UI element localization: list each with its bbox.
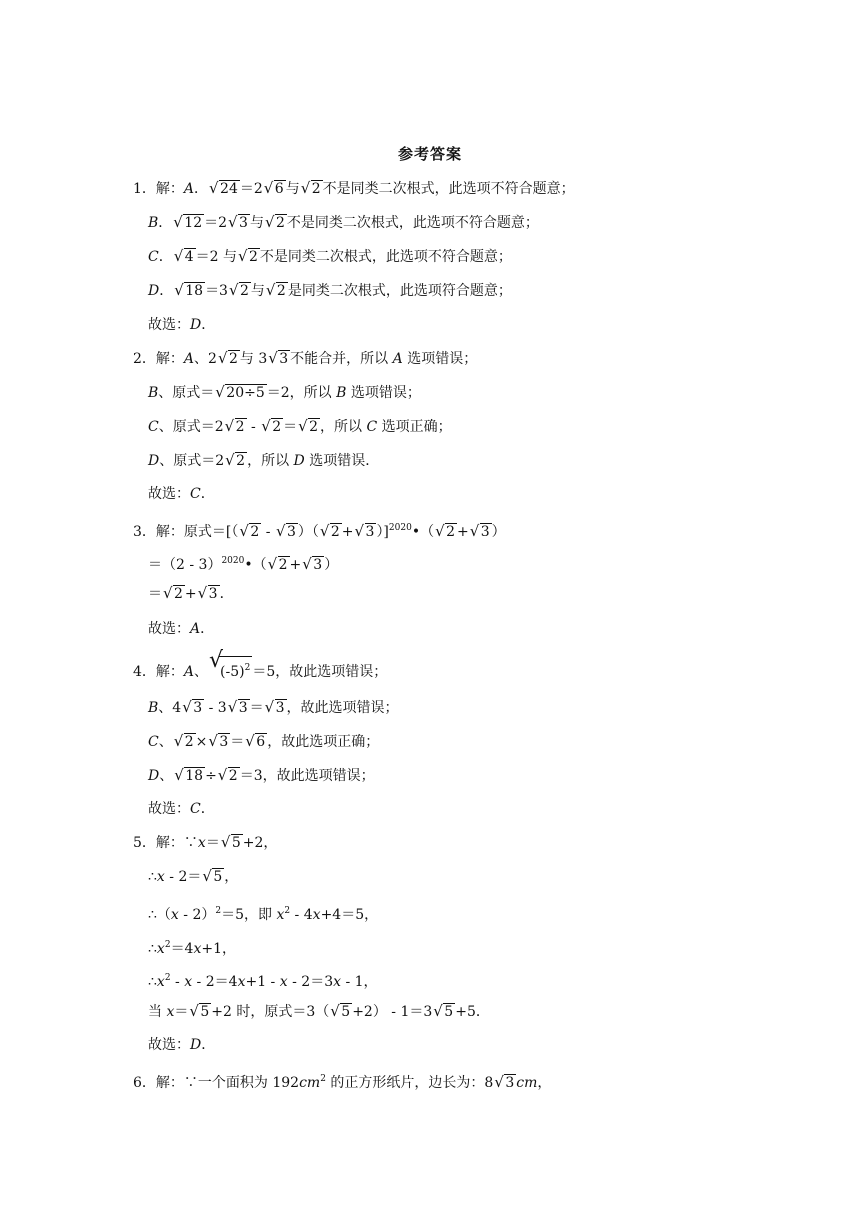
answer-line: B、原式＝ √ 20÷5 ＝2，所以 B 选项错误；	[148, 383, 421, 401]
answer-line: 故选：C．	[148, 801, 215, 817]
answer-line: ＝（2 - 3）$^{2020}$•（ √ 2 + √ 3 ）	[148, 555, 339, 573]
answer-line: D、原式＝2 √ 2 ，所以 D 选项错误．	[148, 451, 380, 469]
answer-line: 3．解：原式＝[（ √ 2 - √ 3 ）（ √ 2 + √ 3 ）]$^{2020}$•（ √ 2 + √ 3 ）	[133, 522, 506, 540]
answer-line: D、 √ 18 ÷ √ 2 ＝3，故此选项错误；	[148, 766, 375, 784]
answer-line: 故选：C．	[148, 486, 215, 502]
answer-line: 故选：D．	[148, 1037, 216, 1053]
answer-line: B． √ 12 ＝2 √ 3 与 √ 2 不是同类二次根式，此选项不符合题意；	[148, 213, 539, 231]
answer-line: 故选：A．	[148, 621, 215, 637]
answer-line: 当 x＝ √ 5 +2 时，原式＝3（ √ 5 +2） - 1＝3 √ 5 +5．	[148, 1002, 490, 1020]
answer-line: 5．解：∵x＝ √ 5 +2，	[133, 833, 278, 851]
answer-line: 6．解：∵一个面积为 $192cm^2$ 的正方形纸片，边长为：8 √ 3 cm，	[133, 1073, 552, 1091]
answer-line: 1．解：A． √ 24 ＝2 √ 6 与 √ 2 不是同类二次根式，此选项不符合题意；	[133, 179, 575, 197]
page-title: 参考答案	[397, 145, 462, 163]
answer-line: ∴x - 2＝ √ 5 ，	[148, 867, 239, 885]
answer-line: 2．解：A、2 √ 2 与 3 √ 3 不能合并，所以 A 选项错误；	[133, 349, 478, 367]
answer-line: C、原式＝2 √ 2 - √ 2 ＝ √ 2 ，所以 C 选项正确；	[148, 417, 452, 435]
answer-line: ＝ √ 2 + √ 3 ．	[148, 584, 234, 602]
answer-line: C、 √ 2 × √ 3 ＝ √ 6 ，故此选项正确；	[148, 732, 380, 750]
answer-line: B、4 √ 3 - 3 √ 3 ＝ √ 3 ，故此选项错误；	[148, 698, 399, 716]
answer-line: D． √ 18 ＝3 √ 2 与 √ 2 是同类二次根式，此选项符合题意；	[148, 281, 512, 299]
answer-line: $\therefore x^2=4x+1$，	[148, 940, 237, 957]
answer-line: ∴（x - 2）$^2$＝5，即 $x^2 - 4x+4=5$，	[148, 906, 379, 923]
answer-line: $\therefore x^2 - x - 2=4x+1 - x - 2=3x - 1$，	[148, 973, 378, 990]
answer-line: 故选：D．	[148, 317, 216, 333]
answer-line: C． √ 4 ＝2 与 √ 2 不是同类二次根式，此选项不符合题意；	[148, 247, 512, 265]
answer-line: 4．解：A、 √ $(-5)^2 =5$，故此选项错误；	[133, 656, 387, 683]
